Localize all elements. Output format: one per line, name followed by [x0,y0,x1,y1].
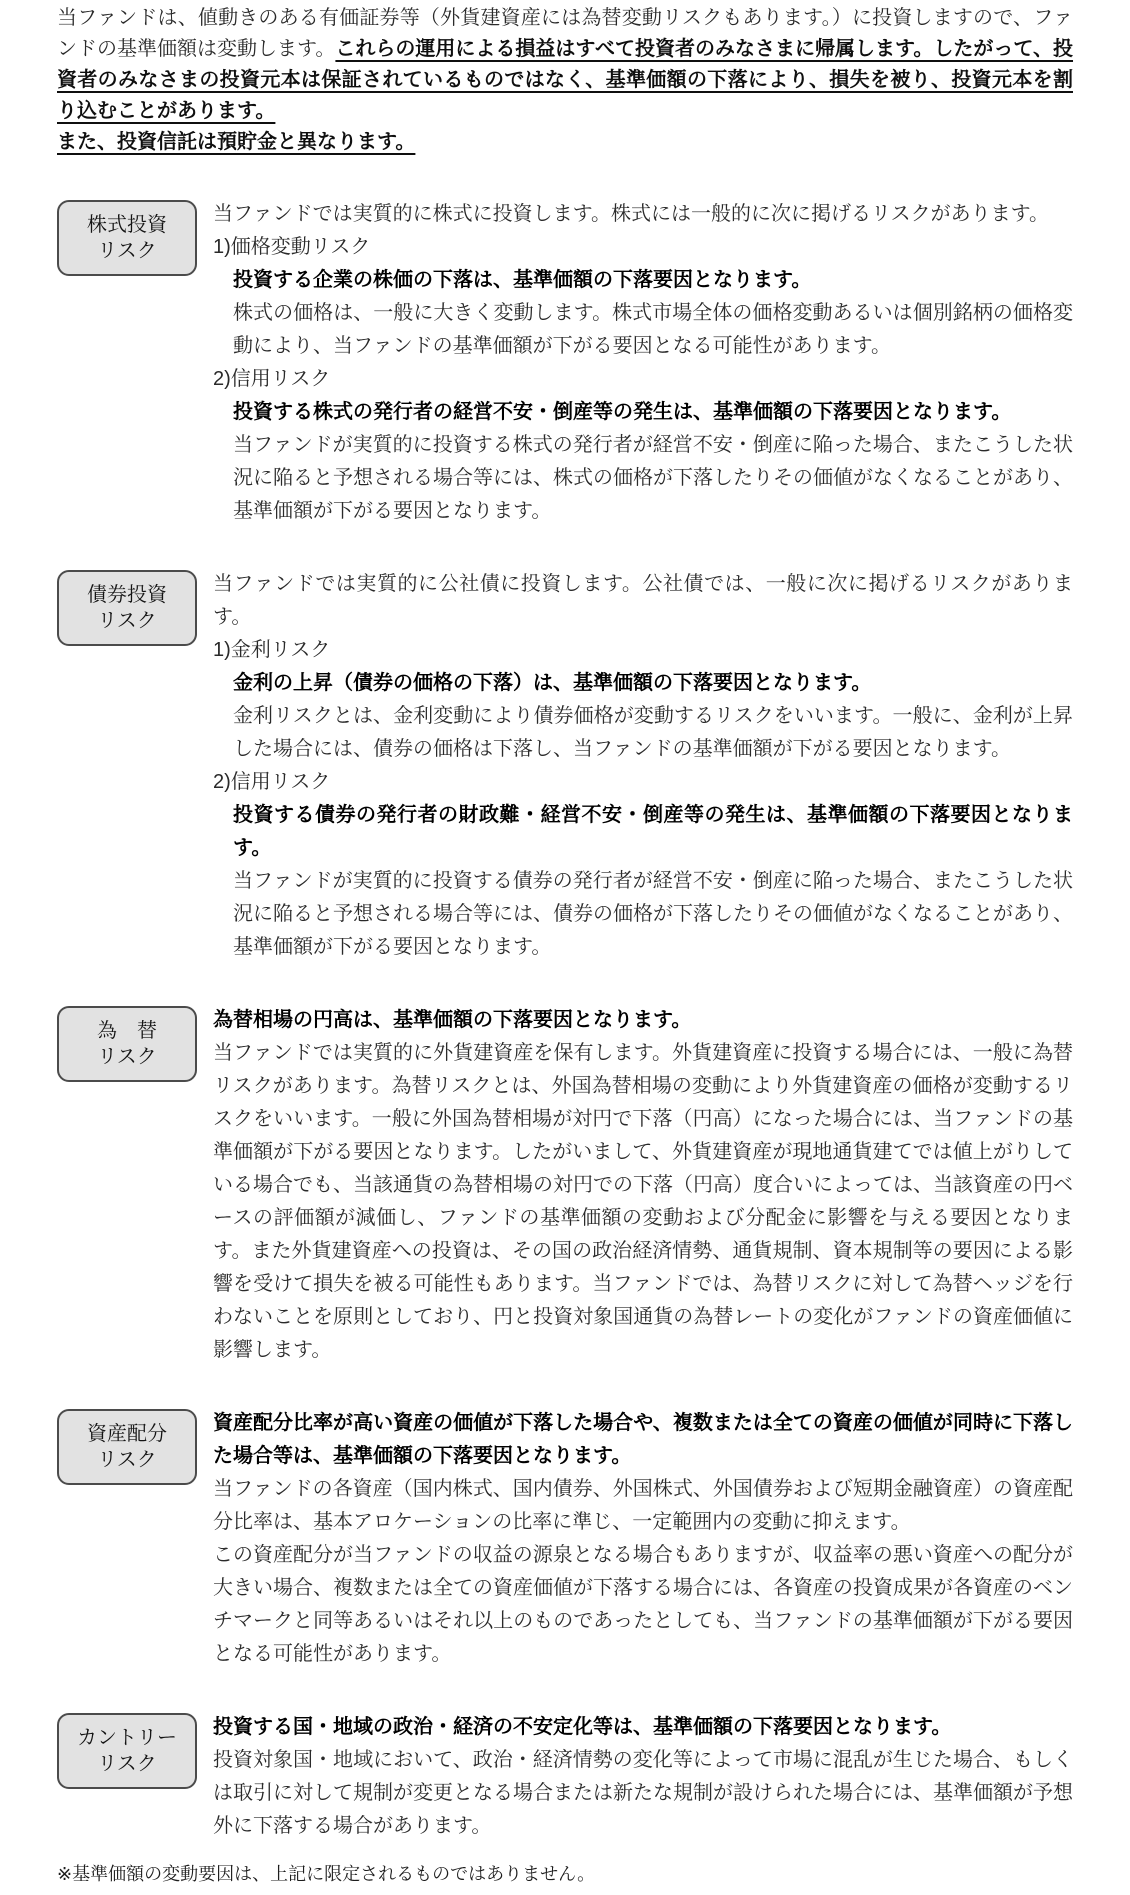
paragraph: 当ファンドが実質的に投資する株式の発行者が経営不安・倒産に陥った場合、またこうした状況に陥ると予想される場合等には、株式の価格が下落したりその価値がなくなることがあり、基準価額が下がる要因となります。 [233,434,1073,522]
risk-content-currency [213,1004,1073,1367]
risk-label-line2: リスク [97,1046,157,1068]
paragraph: 当ファンドでは実質的に公社債に投資します。公社債では、一般に次に掲げるリスクがあります。 [213,573,1073,628]
paragraph: 金利リスクとは、金利変動により債券価格が変動するリスクをいいます。一般に、金利が上昇した場合には、債券の価格は下落し、当ファンドの基準価額が下がる要因となります。 [233,705,1073,760]
bold-statement: 投資する国・地域の政治・経済の不安定化等は、基準価額の下落要因となります。 [213,1716,952,1738]
risk-label-line1: 為 替 [97,1020,157,1042]
intro-paragraph [57,3,1073,127]
bold-statement: 為替相場の円高は、基準価額の下落要因となります。 [213,1009,692,1031]
risk-section-bond [57,568,1073,964]
numbered-item: 1)金利リスク [213,639,331,661]
numbered-item: 2)信用リスク [213,771,331,793]
risk-label-line1: 株式投資 [87,214,167,236]
risk-content-bond [213,568,1073,964]
risk-label-box-country [57,1713,197,1789]
risk-content-allocation [213,1407,1073,1671]
footnote: ※基準価額の変動要因は、上記に限定されるものではありません。 [57,1864,596,1884]
numbered-item: 2)信用リスク [213,368,331,390]
bold-statement: 資産配分比率が高い資産の価値が下落した場合や、複数または全ての資産の価値が同時に下落した場合等は、基準価額の下落要因となります。 [213,1412,1073,1467]
risk-label-line2: リスク [97,610,157,632]
intro-emphasized-text-2: また、投資信託は預貯金と異なります。 [57,131,416,153]
risk-label-box-bond [57,570,197,646]
risk-label-line2: リスク [97,1753,157,1775]
bold-statement: 金利の上昇（債券の価格の下落）は、基準価額の下落要因となります。 [233,672,872,694]
intro-normal-text: 当ファンドは、値動きのある有価証券等（外貨建資産には為替変動リスクもあります。）に投資しますので、ファンドの基準価額は変動します。 [57,7,1073,60]
risk-label-box-currency [57,1006,197,1082]
risk-section-currency [57,1004,1073,1367]
risk-label-box-allocation [57,1409,197,1485]
paragraph: この資産配分が当ファンドの収益の源泉となる場合もありますが、収益率の悪い資産への配分が大きい場合、複数または全ての資産価値が下落する場合には、各資産の投資成果が各資産のベンチマークと同等あるいはそれ以上のものであったとしても、当ファンドの基準価額が下がる要因となる可能性があります。 [213,1544,1073,1665]
risk-label-box-equity [57,200,197,276]
paragraph: 株式の価格は、一般に大きく変動します。株式市場全体の価格変動あるいは個別銘柄の価格変動により、当ファンドの基準価額が下がる要因となる可能性があります。 [233,302,1073,357]
risk-section-country [57,1711,1073,1843]
paragraph: 投資対象国・地域において、政治・経済情勢の変化等によって市場に混乱が生じた場合、もしくは取引に対して規制が変更となる場合または新たな規制が設けられた場合には、基準価額が予想外に下落する場合があります。 [213,1749,1073,1837]
risk-label-line2: リスク [97,1449,157,1471]
numbered-item: 1)価格変動リスク [213,236,371,258]
risk-section-allocation [57,1407,1073,1671]
intro-paragraph-2 [57,127,1073,158]
risk-label-line2: リスク [97,240,157,262]
paragraph: 当ファンドの各資産（国内株式、国内債券、外国株式、外国債券および短期金融資産）の資産配分比率は、基本アロケーションの比率に準じ、一定範囲内の変動に抑えます。 [213,1478,1073,1533]
risk-section-equity [57,198,1073,528]
bold-statement: 投資する債券の発行者の財政難・経営不安・倒産等の発生は、基準価額の下落要因となります。 [233,804,1073,859]
bold-statement: 投資する企業の株価の下落は、基準価額の下落要因となります。 [233,269,812,291]
risk-label-line1: カントリー [77,1727,177,1749]
intro-emphasized-text: これらの運用による損益はすべて投資者のみなさまに帰属します。したがって、投資者のみなさまの投資元本は保証されているものではなく、基準価額の下落により、損失を被り、投資元本を割り込むことがあります。 [57,38,1074,122]
risk-content-country [213,1711,1073,1843]
paragraph: 当ファンドでは実質的に外貨建資産を保有します。外貨建資産に投資する場合には、一般に為替リスクがあります。為替リスクとは、外国為替相場の変動により外貨建資産の価格が変動するリスクをいいます。一般に外国為替相場が対円で下落（円高）になった場合には、当ファンドの基準価額が下がる要因となります。したがいまして、外貨建資産が現地通貨建てでは値上がりしている場合でも、当該通貨の為替相場の対円での下落（円高）度合いによっては、当該資産の円ベースの評価額が減価し、ファンドの基準価額の変動および分配金に影響を与える要因となります。また外貨建資産への投資は、その国の政治経済情勢、通貨規制、資本規制等の要因による影響を受けて損失を被る可能性もあります。当ファンドでは、為替リスクに対して為替ヘッジを行わないことを原則としており、円と投資対象国通貨の為替レートの変化がファンドの資産価値に影響します。 [213,1042,1073,1361]
bold-statement: 投資する株式の発行者の経営不安・倒産等の発生は、基準価額の下落要因となります。 [233,401,1012,423]
paragraph: 当ファンドでは実質的に株式に投資します。株式には一般的に次に掲げるリスクがあります。 [213,203,1049,225]
paragraph: 当ファンドが実質的に投資する債券の発行者が経営不安・倒産に陥った場合、またこうした状況に陥ると予想される場合等には、債券の価格が下落したりその価値がなくなることがあり、基準価額が下がる要因となります。 [233,870,1073,958]
risk-content-equity [213,198,1073,528]
risk-label-line1: 資産配分 [87,1423,167,1445]
risk-label-line1: 債券投資 [87,584,167,606]
